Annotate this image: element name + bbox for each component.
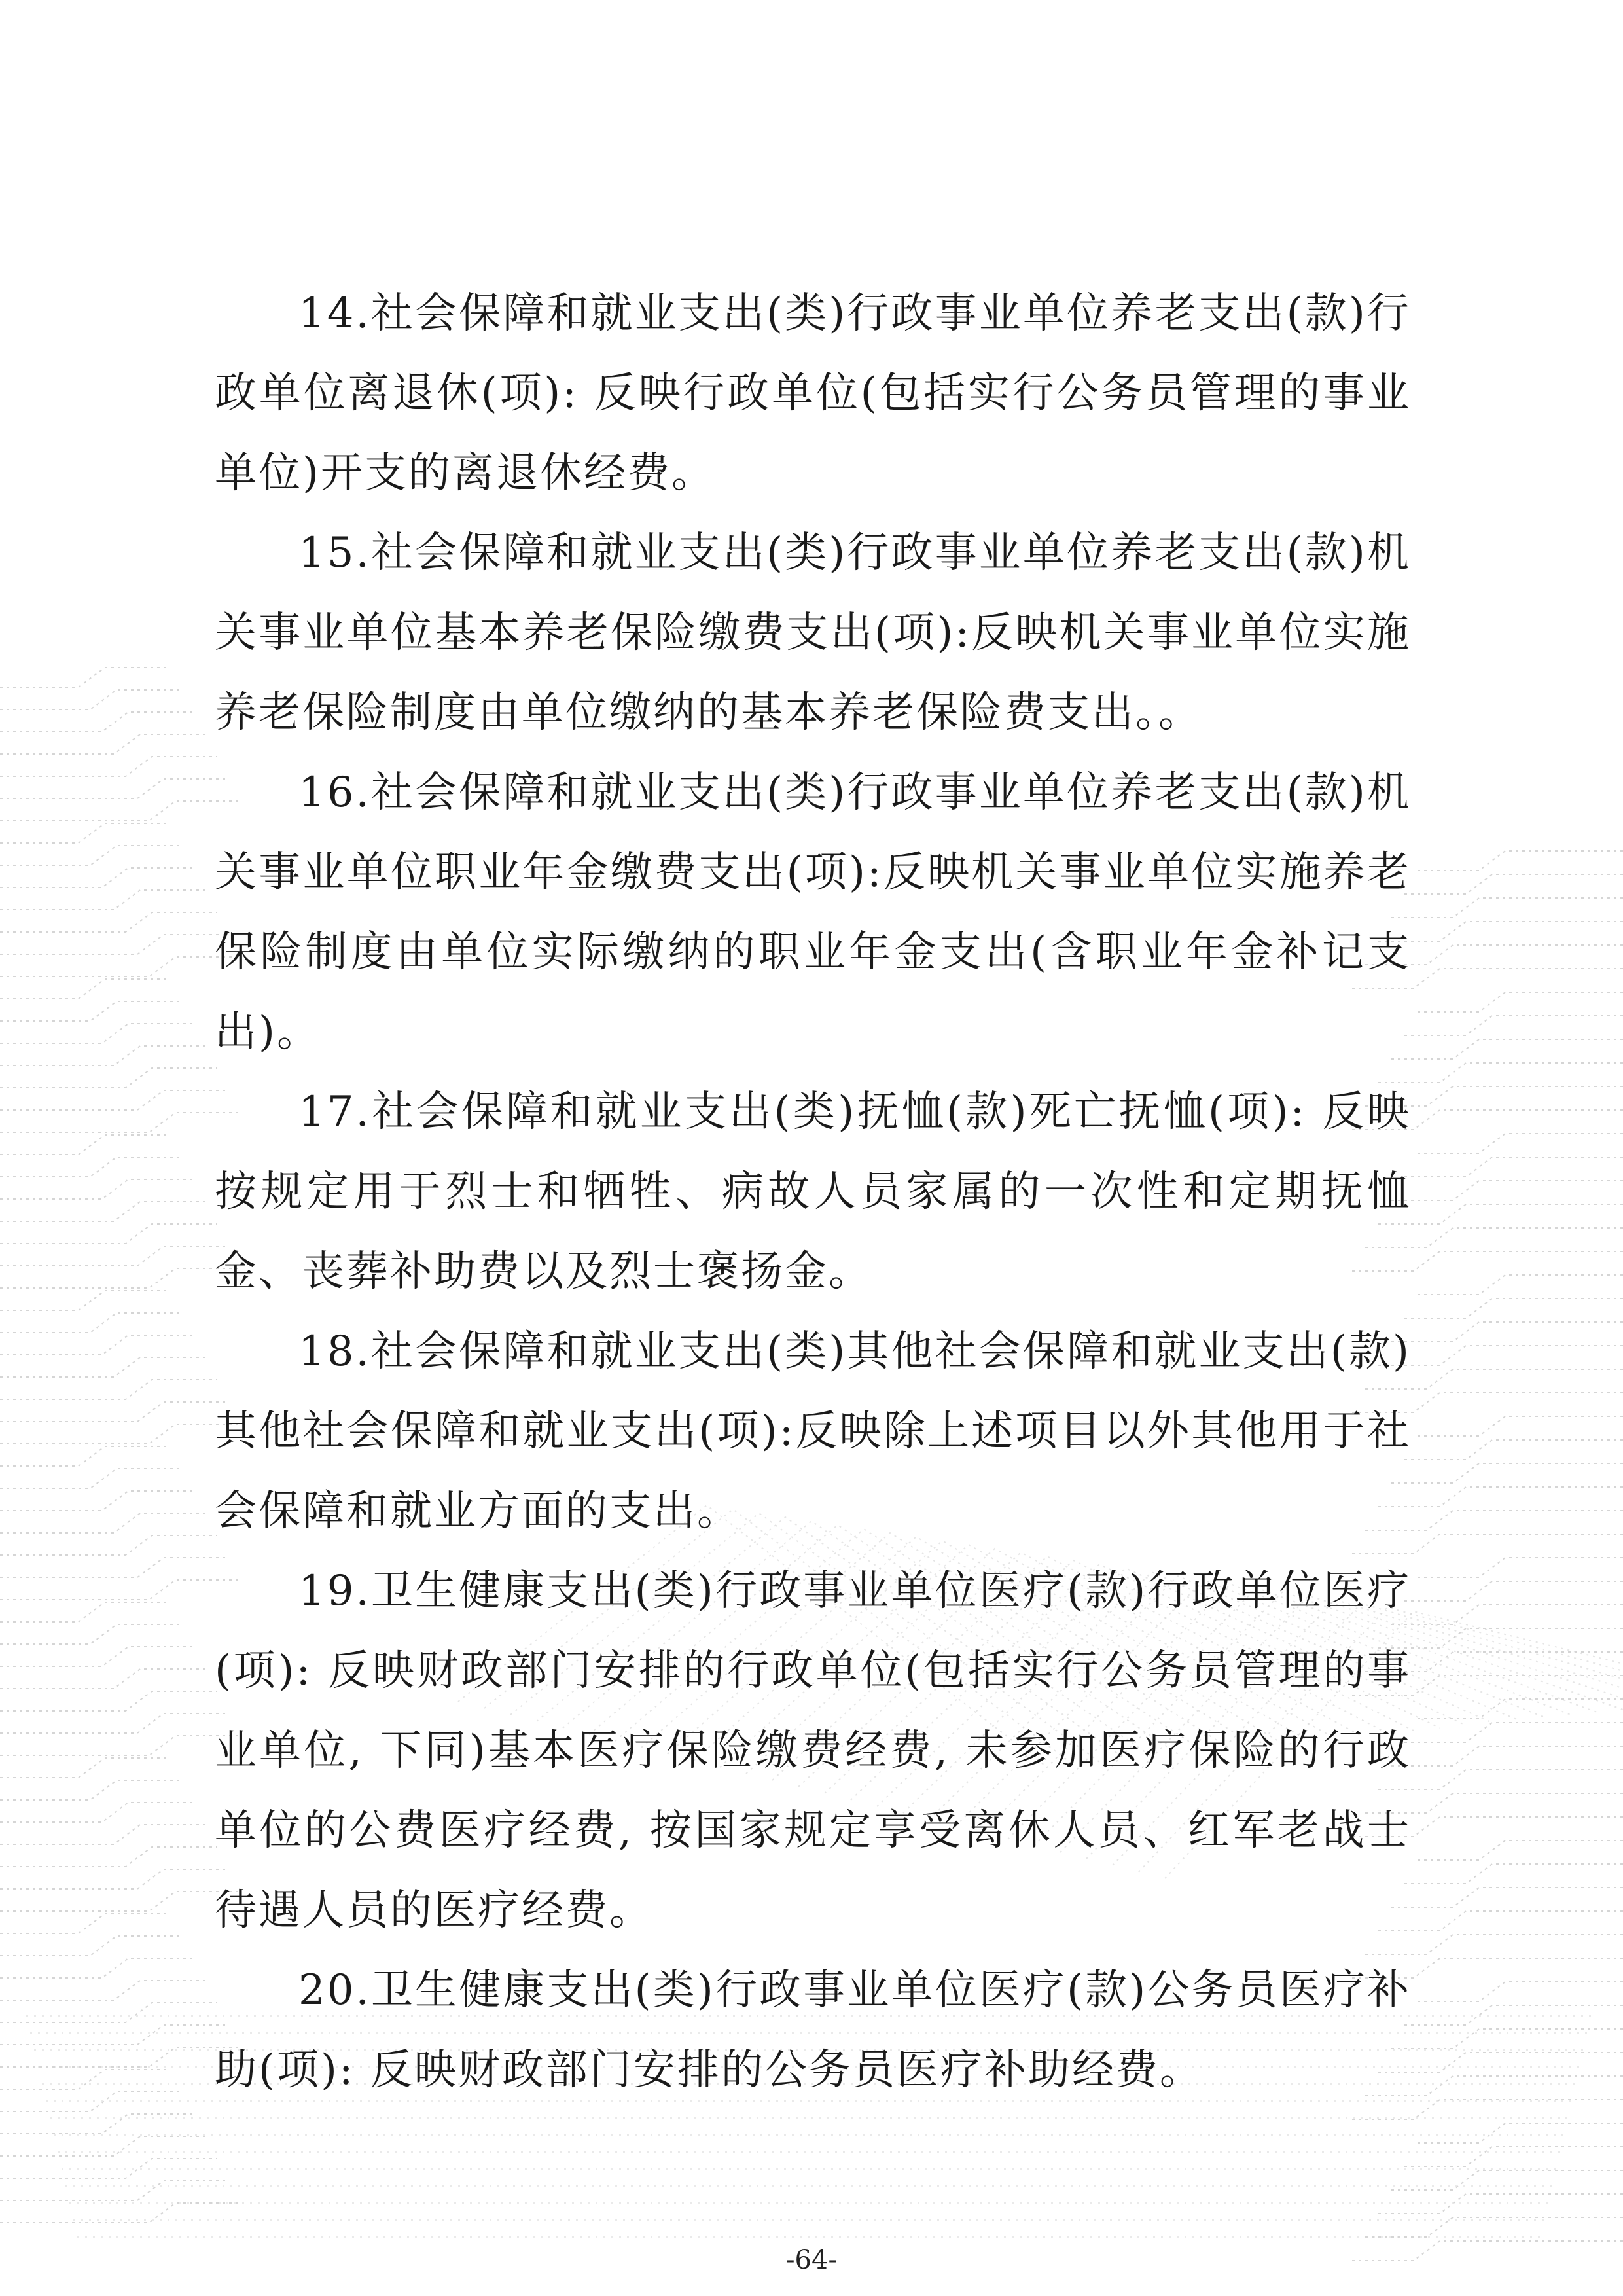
watermark-line	[0, 1847, 217, 1867]
watermark-line	[0, 1981, 205, 2000]
watermark-line	[1387, 2170, 1623, 2190]
watermark-line	[0, 1736, 241, 1755]
watermark-line	[0, 1224, 217, 1244]
watermark-line	[0, 1090, 229, 1110]
watermark-line	[0, 668, 170, 687]
watermark-line	[0, 1024, 194, 1043]
watermark-line	[1387, 1039, 1623, 1059]
watermark-line	[1387, 898, 1623, 918]
page-number: -64-	[786, 2245, 837, 2275]
watermark-line	[1400, 1864, 1623, 1884]
watermark-line	[0, 1647, 194, 1666]
watermark-line	[1374, 1063, 1623, 1083]
paragraph-15: 15.社会保障和就业支出(类)行政事业单位养老支出(款)机关事业单位基本养老保险缴费支出(项):反映机关事业单位实施养老保险制度由单位缴纳的基本养老保险费支出。。	[215, 529, 1411, 737]
watermark-line	[0, 1513, 205, 1533]
watermark-line	[0, 1357, 205, 1377]
watermark-line	[1387, 1181, 1623, 1200]
watermark-line	[0, 1424, 241, 1444]
watermark-line	[0, 2047, 241, 2067]
watermark-line	[0, 1869, 229, 1889]
watermark-line	[0, 1113, 241, 1132]
watermark-line	[1374, 2053, 1623, 2072]
watermark-line	[1387, 1746, 1623, 1766]
watermark-line	[0, 1713, 229, 1733]
watermark-line	[1387, 1322, 1623, 1342]
watermark-line	[0, 2025, 229, 2045]
watermark-line	[0, 1202, 205, 1221]
watermark-line	[0, 890, 205, 910]
paragraph-18: 18.社会保障和就业支出(类)其他社会保障和就业支出(款)其他社会保障和就业支出(项):反映除上述项目以外其他用于社会保障和就业方面的支出。	[215, 1327, 1411, 1535]
watermark-line	[0, 957, 241, 977]
watermark-line	[0, 1602, 170, 1622]
watermark-line	[0, 1936, 182, 1956]
paragraph-16: 16.社会保障和就业支出(类)行政事业单位养老支出(款)机关事业单位职业年金缴费支出(项):反映机关事业单位实施养老保险制度由单位实际缴纳的职业年金支出(含职业年金补记支出)。	[215, 768, 1411, 1056]
watermark-line	[0, 2092, 182, 2111]
watermark-line	[0, 2136, 205, 2156]
watermark-line	[0, 1825, 205, 1844]
watermark-line	[0, 779, 229, 798]
watermark-line	[1414, 1558, 1623, 1577]
watermark-line	[0, 1892, 241, 1911]
watermark-line	[1414, 1416, 1623, 1436]
watermark-line	[0, 1001, 182, 1021]
watermark-line	[0, 1046, 205, 1066]
watermark-line	[0, 1958, 194, 1978]
watermark-line	[0, 1380, 217, 1399]
watermark-line	[1387, 1888, 1623, 1907]
watermark-line	[0, 1914, 170, 1933]
watermark-line	[1414, 2123, 1623, 2143]
watermark-line	[1400, 2147, 1623, 2166]
watermark-line	[1400, 874, 1623, 894]
watermark-line	[1374, 1770, 1623, 1789]
watermark-line	[1414, 1982, 1623, 2001]
watermark-line	[0, 868, 194, 888]
paragraph-19: 19.卫生健康支出(类)行政事业单位医疗(款)行政单位医疗(项): 反映财政部门安排的行政单位(包括实行公务员管理的事业单位, 下同)基本医疗保险缴费经费, 未参加医疗保险的行政单位的公费医疗经费, 按国家规定享受离休人员、红军老战士待遇人员的医疗经费。	[215, 1567, 1411, 1935]
watermark-line	[0, 1335, 194, 1355]
watermark-line	[1374, 1628, 1623, 1648]
watermark-line	[1387, 1463, 1623, 1483]
watermark-line	[0, 757, 217, 776]
watermark-line	[1374, 1911, 1623, 1931]
paragraph-17: 17.社会保障和就业支出(类)抚恤(款)死亡抚恤(项): 反映按规定用于烈士和牺牲、病故人员家属的一次性和定期抚恤金、丧葬补助费以及烈士褒扬金。	[215, 1088, 1411, 1296]
watermark-line	[0, 1179, 194, 1199]
watermark-line	[0, 1669, 205, 1689]
watermark-line	[0, 935, 229, 954]
watermark-line	[1361, 2217, 1623, 2237]
watermark-line	[0, 1157, 182, 1177]
watermark-line	[0, 1291, 170, 1310]
document-body	[215, 274, 1411, 2110]
watermark-line	[0, 734, 205, 754]
watermark-line	[1400, 1157, 1623, 1177]
watermark-line	[0, 1402, 229, 1422]
watermark-line	[0, 1469, 182, 1488]
watermark-line	[0, 2003, 217, 2022]
watermark-line	[0, 1758, 170, 1778]
watermark-line	[1400, 1016, 1623, 1035]
watermark-line	[0, 1313, 182, 1333]
watermark-line	[0, 2203, 241, 2223]
watermark-line	[0, 2070, 170, 2089]
watermark-line	[0, 979, 170, 999]
watermark-line	[0, 846, 182, 865]
watermark-line	[0, 2159, 217, 2178]
watermark-line	[0, 1446, 170, 1466]
watermark-line	[0, 712, 194, 732]
paragraph-14: 14.社会保障和就业支出(类)行政事业单位养老支出(款)行政单位离退休(项): 反映行政单位(包括实行公务员管理的事业单位)开支的离退休经费。	[215, 289, 1411, 497]
watermark-line	[1374, 1346, 1623, 1365]
watermark-line	[0, 1135, 170, 1155]
watermark-line	[1400, 1440, 1623, 1460]
watermark-line	[1400, 1581, 1623, 1601]
watermark-line	[0, 912, 217, 932]
watermark-line	[1414, 851, 1623, 870]
watermark-line	[0, 1691, 217, 1711]
paragraph-20: 20.卫生健康支出(类)行政事业单位医疗(款)公务员医疗补助(项): 反映财政部门安排的公务员医疗补助经费。	[215, 1966, 1411, 2094]
watermark-line	[1387, 2029, 1623, 2049]
watermark-line	[1400, 1299, 1623, 1318]
watermark-line	[1400, 2005, 1623, 2025]
watermark-line	[0, 1624, 182, 1644]
watermark-line	[1414, 1275, 1623, 1295]
watermark-line	[1374, 2194, 1623, 2214]
watermark-line	[1400, 1723, 1623, 1742]
watermark-line	[0, 1535, 217, 1555]
watermark-line	[0, 1558, 229, 1577]
watermark-line	[0, 1268, 241, 1288]
watermark-line	[0, 1491, 194, 1511]
watermark-line	[0, 1780, 182, 1800]
watermark-line	[0, 801, 241, 821]
watermark-line	[1414, 992, 1623, 1012]
watermark-line	[1414, 1840, 1623, 1860]
watermark-line	[0, 2181, 229, 2200]
watermark-line	[0, 1068, 217, 1088]
watermark-line	[1414, 1134, 1623, 1153]
watermark-line	[1374, 1204, 1623, 1224]
watermark-line	[1414, 1699, 1623, 1719]
watermark-line	[0, 823, 170, 843]
watermark-line	[0, 1246, 229, 1266]
watermark-line	[1374, 922, 1623, 941]
watermark-line	[1374, 1487, 1623, 1507]
watermark-line	[0, 1803, 194, 1822]
watermark-line	[0, 690, 182, 709]
watermark-line	[1387, 1605, 1623, 1624]
watermark-line	[0, 1580, 241, 1600]
watermark-line	[0, 2114, 194, 2134]
